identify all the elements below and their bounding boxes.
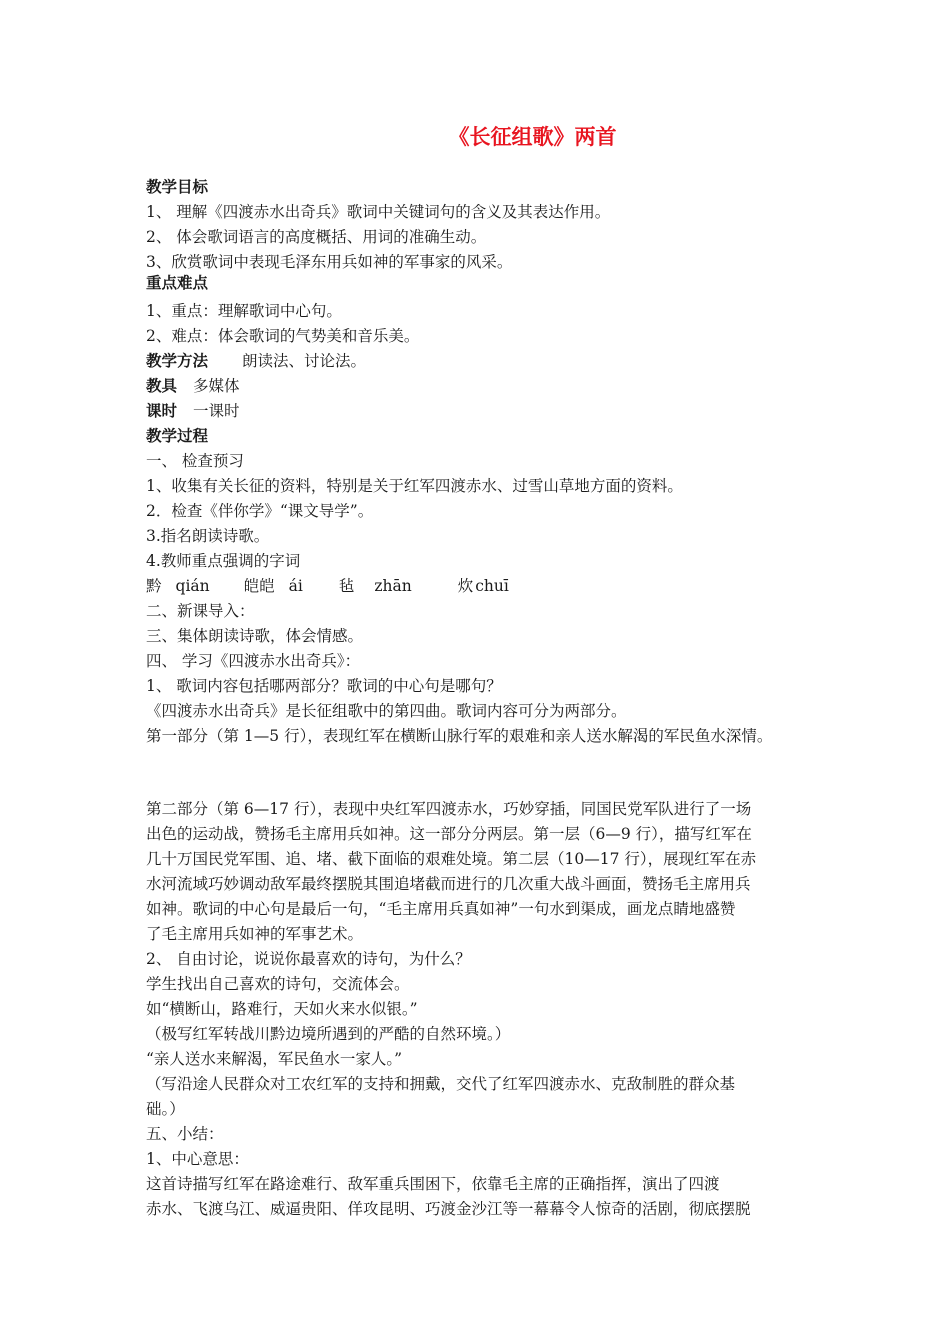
body-line: 了毛主席用兵如神的军事艺术。 xyxy=(146,925,364,943)
objective-item: 1、 理解《四渡赤水出奇兵》歌词中关键词句的含义及其表达作用。 xyxy=(146,203,611,221)
pinyin-char: 炊 xyxy=(457,577,474,595)
process-line: 三、集体朗读诗歌，体会情感。 xyxy=(146,627,364,645)
focus-item: 2、难点：体会歌词的气势美和音乐美。 xyxy=(146,327,420,345)
process-line: 二、新课导入： xyxy=(146,602,255,620)
method-label: 教学方法 xyxy=(146,352,209,370)
body-line: 几十万国民党军围、追、堵、截下面临的艰难处境。第二层（10—17 行），展现红军在赤 xyxy=(146,850,757,868)
method-row xyxy=(146,351,366,371)
body-line: 如“横断山，路难行，天如火来水似银。” xyxy=(146,1000,418,1018)
tools-label: 教具 xyxy=(146,377,178,395)
process-line: 第一部分（第 1—5 行），表现红军在横断山脉行军的艰难和亲人送水解渴的军民鱼水深情。 xyxy=(146,727,773,745)
body-line: 五、小结： xyxy=(146,1125,224,1143)
pinyin-char: 皑皑 xyxy=(243,577,275,595)
body-line: 这首诗描写红军在路途难行、敌军重兵围困下，依靠毛主席的正确指挥，演出了四渡 xyxy=(146,1175,720,1193)
body-line: （极写红军转战川黔边境所遇到的严酷的自然环境。） xyxy=(146,1025,511,1043)
page-title: 《长征组歌》两首 xyxy=(448,125,617,149)
method-value: 朗读法、讨论法。 xyxy=(242,352,367,370)
body-line: （写沿途人民群众对工农红军的支持和拥戴，交代了红军四渡赤水、克敌制胜的群众基 xyxy=(146,1075,736,1093)
focus-item: 1、重点：理解歌词中心句。 xyxy=(146,302,342,320)
process-line: 1、 歌词内容包括哪两部分？歌词的中心句是哪句？ xyxy=(146,677,502,695)
objective-item: 2、 体会歌词语言的高度概括、用词的准确生动。 xyxy=(146,228,487,246)
body-line: 水河流域巧妙调动敌军最终摆脱其围追堵截而进行的几次重大战斗画面，赞扬毛主席用兵 xyxy=(146,875,751,893)
body-line: 1、中心意思： xyxy=(146,1150,249,1168)
pinyin-text: qián xyxy=(175,577,210,595)
pinyin-text: ái xyxy=(288,577,303,595)
body-line: 如神。歌词的中心句是最后一句，“毛主席用兵真如神”一句水到渠成，画龙点睛地盛赞 xyxy=(146,900,736,918)
pinyin-row xyxy=(146,576,509,596)
hours-label: 课时 xyxy=(146,402,178,420)
process-line: 一、 检查预习 xyxy=(146,452,244,470)
tools-row xyxy=(146,376,240,396)
hours-value: 一课时 xyxy=(193,402,240,420)
body-line: 第二部分（第 6—17 行），表现中央红军四渡赤水，巧妙穿插，同国民党军队进行了一场 xyxy=(146,800,752,818)
body-line: “亲人送水来解渴，军民鱼水一家人。” xyxy=(146,1050,403,1068)
pinyin-char: 黔 xyxy=(146,577,162,595)
process-line: 2．检查《伴你学》“课文导学”。 xyxy=(146,502,374,520)
body-line: 出色的运动战，赞扬毛主席用兵如神。这一部分分两层。第一层（6—9 行），描写红军在 xyxy=(146,825,752,843)
tools-value: 多媒体 xyxy=(193,377,240,395)
objectives-heading: 教学目标 xyxy=(146,178,209,196)
pinyin-text: chuī xyxy=(475,577,509,595)
focus-heading: 重点难点 xyxy=(146,274,209,292)
objective-item: 3、欣赏歌词中表现毛泽东用兵如神的军事家的风采。 xyxy=(146,253,513,271)
pinyin-text: zhān xyxy=(374,577,412,595)
process-line: 1、收集有关长征的资料，特别是关于红军四渡赤水、过雪山草地方面的资料。 xyxy=(146,477,683,495)
hours-row xyxy=(146,401,240,421)
process-line: 《四渡赤水出奇兵》是长征组歌中的第四曲。歌词内容可分为两部分。 xyxy=(146,702,627,720)
body-line: 学生找出自己喜欢的诗句，交流体会。 xyxy=(146,975,410,993)
process-line: 四、 学习《四渡赤水出奇兵》： xyxy=(146,652,361,670)
pinyin-char: 毡 xyxy=(338,577,355,595)
body-line: 2、 自由讨论，说说你最喜欢的诗句，为什么？ xyxy=(146,950,471,968)
process-heading: 教学过程 xyxy=(146,427,209,445)
body-line: 赤水、飞渡乌江、威逼贵阳、佯攻昆明、巧渡金沙江等一幕幕令人惊奇的活剧，彻底摆脱 xyxy=(146,1200,751,1218)
process-line: 4.教师重点强调的字词 xyxy=(146,552,301,570)
body-line: 础。） xyxy=(146,1100,185,1118)
process-line: 3.指名朗读诗歌。 xyxy=(146,527,270,545)
